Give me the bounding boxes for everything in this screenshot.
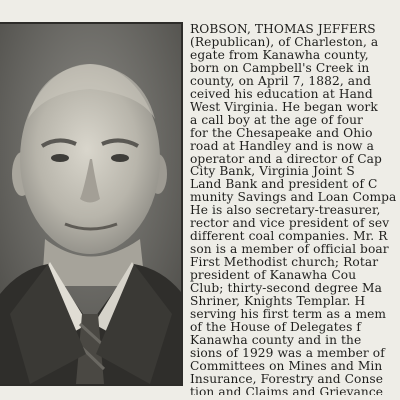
portrait-image [0,24,181,384]
text-line: for the Chesapeake and Ohio [190,125,373,140]
text-line: Shriner, Knights Templar. H [190,294,366,309]
text-line: Kanawha county and in the [190,332,362,347]
text-line: He is also secretary-treasurer, [190,203,381,218]
text-line: son is a member of official boar [190,242,389,257]
text-line: a call boy at the age of four [190,112,363,127]
text-line: different coal companies. Mr. R [190,229,388,244]
text-line: City Bank, Virginia Joint S [190,164,355,179]
text-line: serving his first term as a mem [190,306,387,321]
portrait-photo [0,22,183,386]
text-line: Land Bank and president of C [190,177,378,192]
text-line: egate from Kanawha county, [190,47,369,62]
text-line: of the House of Delegates f [190,319,362,334]
text-line: tion and Claims and Grievance [190,384,384,395]
text-line: Insurance, Forestry and Conse [190,371,384,386]
text-line: West Virginia. He began work [190,99,378,114]
text-line: Club; thirty-second degree Ma [190,281,382,296]
text-line: born on Campbell's Creek in [190,60,370,75]
text-line: munity Savings and Loan Compa [190,190,397,205]
text-line: ROBSON, THOMAS JEFFERS [190,23,376,36]
text-line: First Methodist church; Rotar [190,255,379,270]
text-line: rector and vice president of sev [190,216,390,231]
text-line: county, on April 7, 1882, and [190,73,372,88]
text-line: road at Handley and is now a [190,138,374,153]
text-line: operator and a director of Cap [190,151,382,166]
text-line: Committees on Mines and Min [190,358,383,373]
text-line: president of Kanawha Cou [190,268,357,283]
text-line: (Republican), of Charleston, a [190,34,379,49]
text-line: sions of 1929 was a member of [190,345,385,360]
text-line: ceived his education at Hand [190,86,373,101]
biography-text [190,23,400,395]
